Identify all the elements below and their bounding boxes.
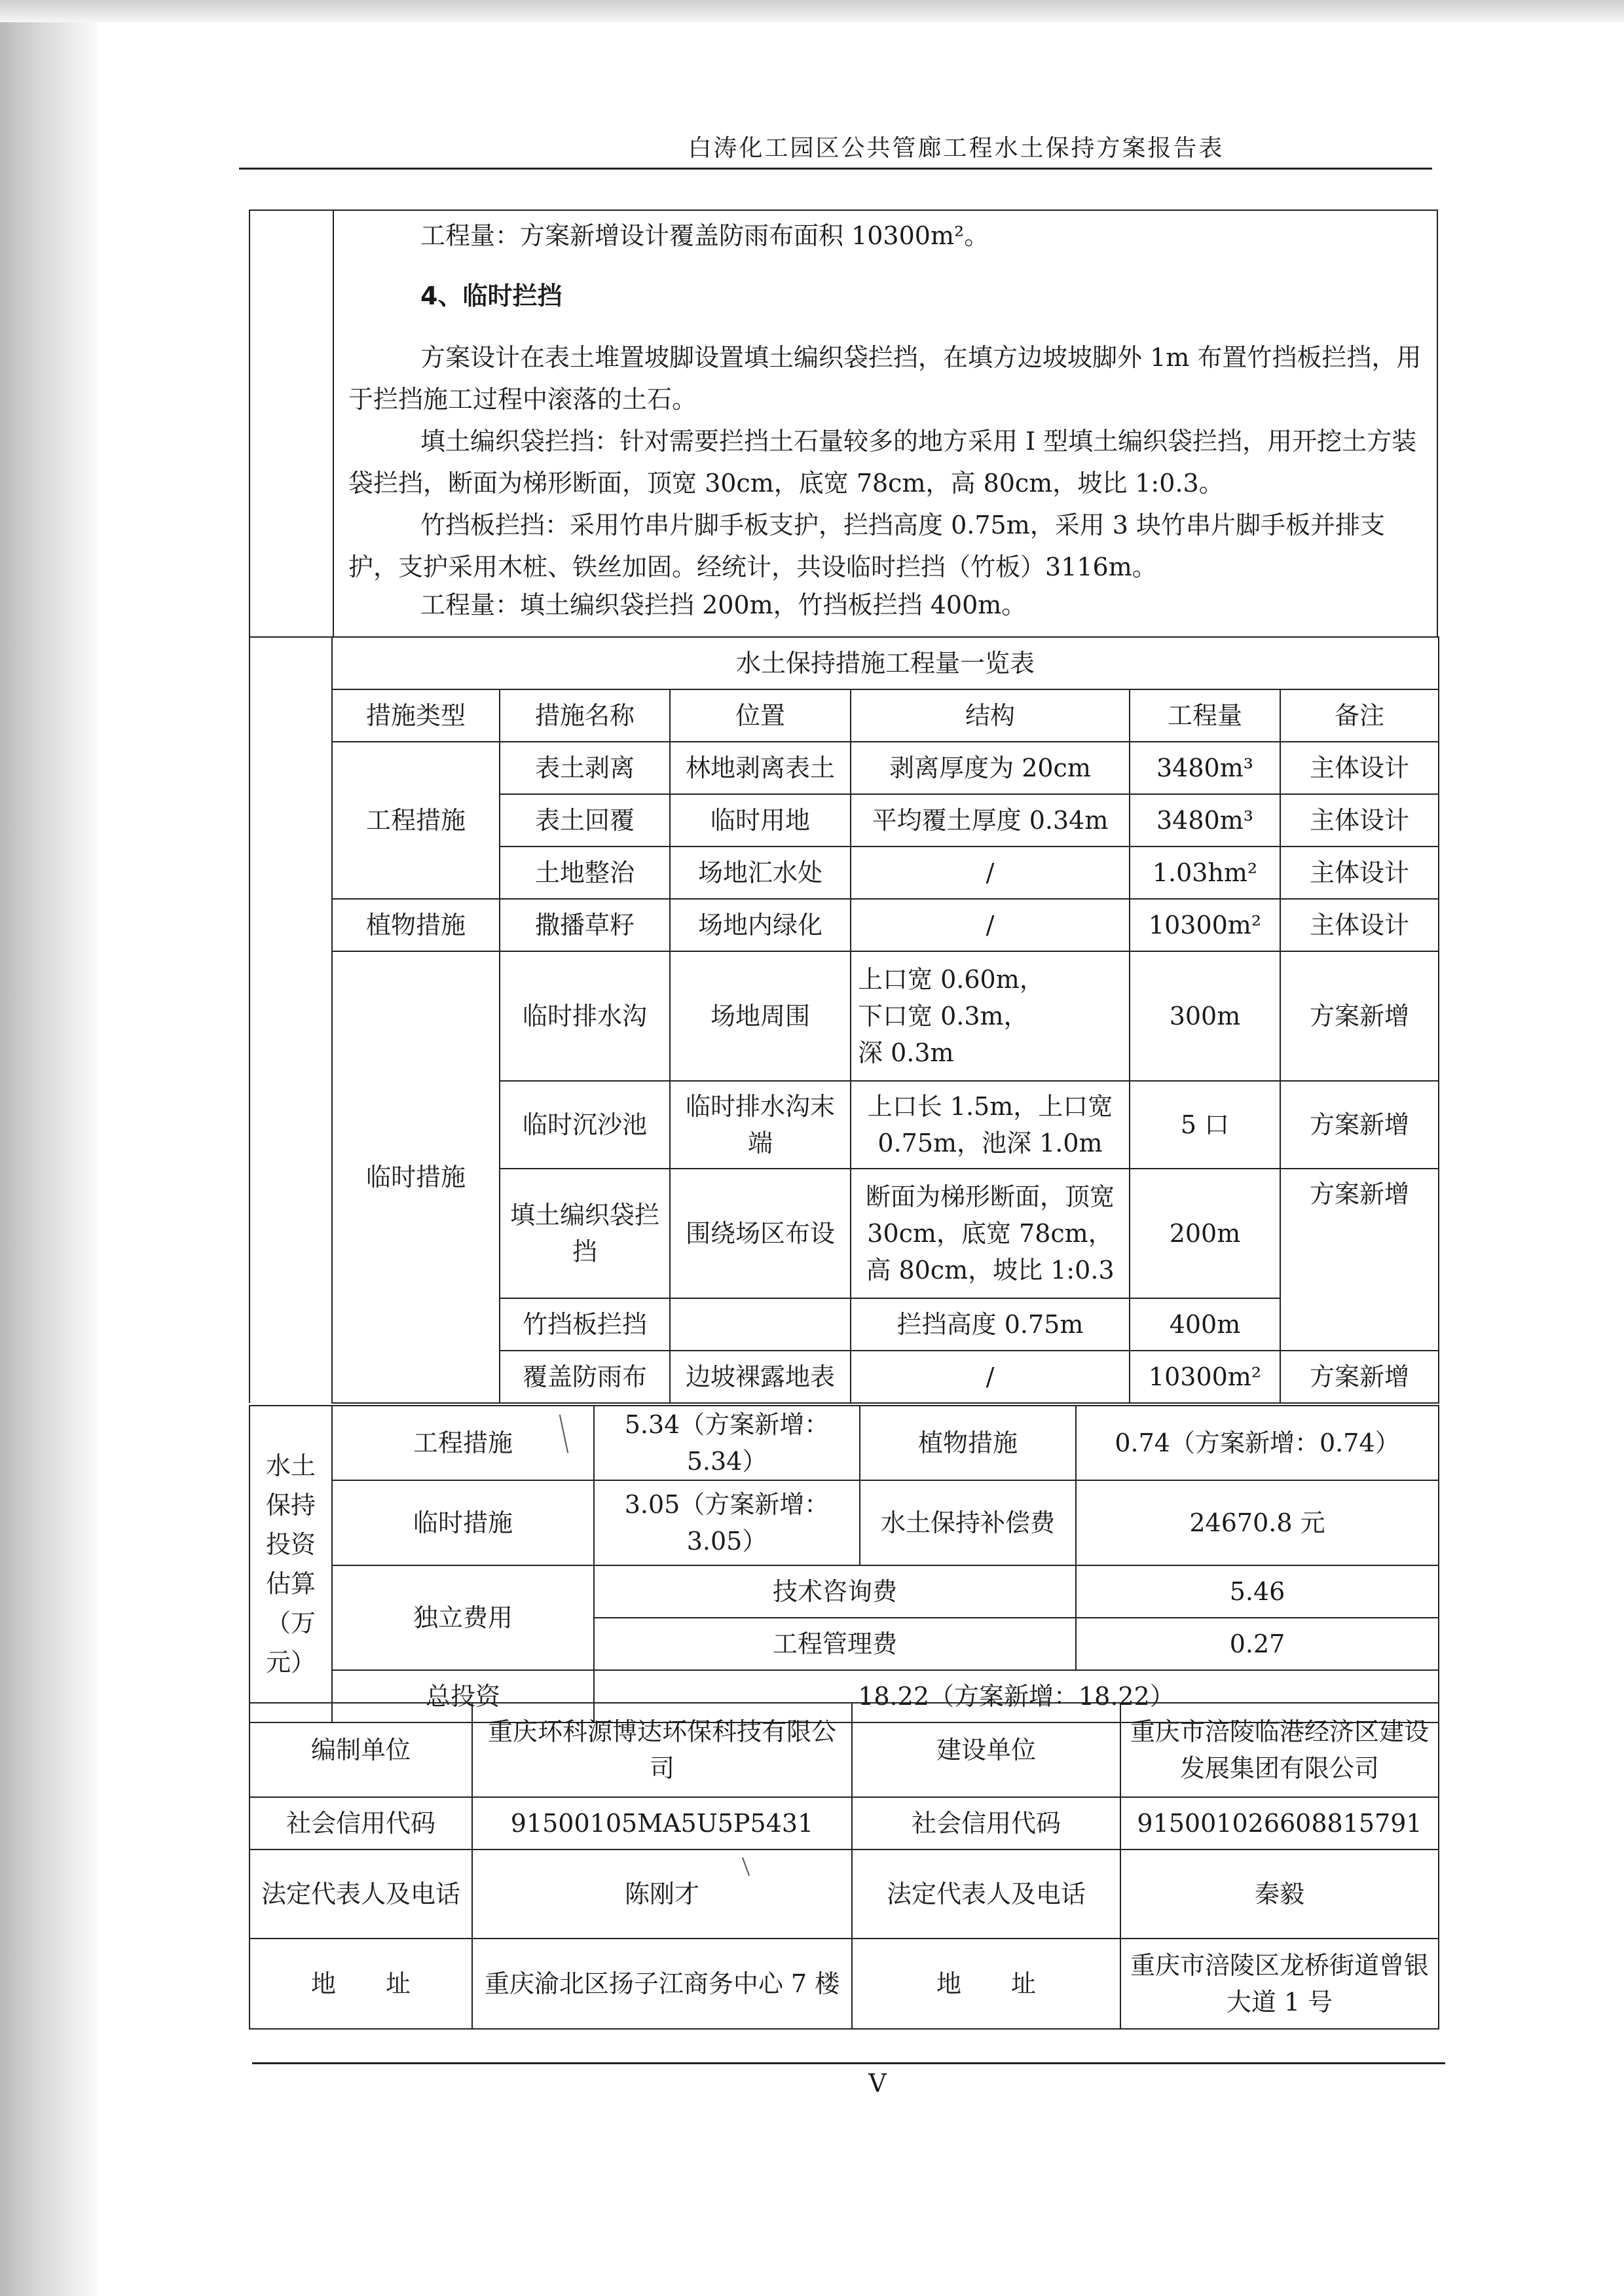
row-location: 场地汇水处: [670, 847, 851, 899]
row-location: 场地内绿化: [670, 899, 851, 951]
row-structure: /: [851, 847, 1130, 899]
page-number: V: [868, 2069, 887, 2098]
row-name: 土地整治: [500, 847, 670, 899]
paragraph-4: 工程量：填土编织袋拦挡 200m，竹挡板拦挡 400m。: [420, 591, 1027, 619]
row-quantity: 3480m³: [1130, 794, 1280, 847]
row-note: 主体设计: [1280, 847, 1439, 899]
row-structure: 上口长 1.5m，上口宽 0.75m，池深 1.0m: [851, 1081, 1130, 1169]
page-header-title: 白涛化工园区公共管廊工程水土保持方案报告表: [688, 135, 1225, 162]
row-structure: 断面为梯形断面，顶宽 30cm，底宽 78cm，高 80cm，坡比 1:0.3: [851, 1169, 1130, 1298]
table-row: [249, 899, 1439, 951]
rep-label-build: 法定代表人及电话: [852, 1850, 1120, 1939]
row-structure: 平均覆土厚度 0.34m: [851, 794, 1130, 847]
row-location: 场地周围: [670, 951, 851, 1081]
row-note: 方案新增: [1280, 1351, 1439, 1403]
section-heading: [348, 275, 1432, 317]
build-unit-label: 建设单位: [852, 1703, 1120, 1797]
invest-compensation-label: 水土保持补偿费: [860, 1480, 1076, 1565]
build-unit-value: 重庆市涪陵临港经济区建设发展集团有限公司: [1120, 1703, 1439, 1797]
paragraph-1: 方案设计在表土堆置坡脚设置填土编织袋拦挡，在填方边坡坡脚外 1m 布置竹挡板拦挡，用于拦挡施工过程中滚落的土石。: [348, 343, 1422, 414]
measures-title: 水土保持措施工程量一览表: [332, 637, 1439, 689]
row-location: 临时用地: [670, 794, 851, 847]
credit-value-prep: 91500105MA5U5P5431: [472, 1797, 852, 1850]
header-type: 措施类型: [332, 689, 500, 742]
row-structure: 上口宽 0.60m， 下口宽 0.3m， 深 0.3m: [851, 951, 1130, 1081]
invest-plant-label: 植物措施: [860, 1406, 1076, 1480]
row-note: 方案新增: [1280, 951, 1439, 1081]
row-location: 临时排水沟末端: [670, 1081, 851, 1169]
invest-engineering-label: 工程措施: [332, 1406, 594, 1480]
invest-consult-value: 5.46: [1076, 1565, 1439, 1618]
invest-management-value: 0.27: [1076, 1618, 1439, 1670]
row-quantity: 3480m³: [1130, 742, 1280, 794]
invest-compensation-value: 24670.8 元: [1076, 1480, 1439, 1565]
invest-total-label: 总投资: [332, 1670, 594, 1722]
row-note: 主体设计: [1280, 899, 1439, 951]
addr-value-prep: 重庆渝北区扬子江商务中心 7 楼: [472, 1939, 852, 2029]
scan-shadow: [0, 0, 98, 2296]
addr-label-build: 地 址: [852, 1939, 1120, 2029]
prep-unit-value: 重庆环科源博达环保科技有限公司: [472, 1703, 852, 1797]
row-note: 方案新增: [1280, 1169, 1439, 1351]
row-quantity: 5 口: [1130, 1081, 1280, 1169]
row-location: 围绕场区布设: [670, 1169, 851, 1298]
row-name: 表土剥离: [500, 742, 670, 794]
group-temporary: 临时措施: [332, 951, 500, 1403]
quantity-line: [348, 215, 1432, 257]
credit-label-prep: 社会信用代码: [249, 1797, 472, 1850]
row-quantity: 200m: [1130, 1169, 1280, 1298]
invest-total-value: 18.22（方案新增：18.22）: [594, 1670, 1439, 1722]
footer-rule: [252, 2062, 1445, 2064]
rep-value-prep: 陈刚才: [472, 1850, 852, 1939]
prep-unit-label: 编制单位: [249, 1703, 472, 1797]
table-row: [249, 951, 1439, 1081]
quantity-text: 工程量：方案新增设计覆盖防雨布面积 10300m²。: [420, 221, 989, 250]
invest-management-label: 工程管理费: [594, 1618, 1076, 1670]
rep-value-build: 秦毅: [1120, 1850, 1439, 1939]
scan-top-shadow: [0, 0, 1624, 22]
invest-engineering-value: 5.34（方案新增：5.34）: [594, 1406, 860, 1480]
header-note: 备注: [1280, 689, 1439, 742]
addr-label-prep: 地 址: [249, 1939, 472, 2029]
header-structure: 结构: [851, 689, 1130, 742]
credit-label-build: 社会信用代码: [852, 1797, 1120, 1850]
narrative-left-column: [250, 211, 334, 636]
row-location: [670, 1298, 851, 1351]
group-plant: 植物措施: [332, 899, 500, 951]
row-quantity: 10300m²: [1130, 899, 1280, 951]
measures-table: [249, 636, 1439, 1404]
row-name: 临时排水沟: [500, 951, 670, 1081]
row-note: 主体设计: [1280, 794, 1439, 847]
invest-consult-label: 技术咨询费: [594, 1565, 1076, 1618]
row-structure: 拦挡高度 0.75m: [851, 1298, 1130, 1351]
row-note: 主体设计: [1280, 742, 1439, 794]
unit-info-table: [249, 1702, 1439, 2030]
credit-value-build: 915001026608815791: [1120, 1797, 1439, 1850]
rep-label-prep: 法定代表人及电话: [249, 1850, 472, 1939]
invest-temporary-label: 临时措施: [332, 1480, 594, 1565]
investment-side-label: 水土保持投资估算（万元）: [249, 1406, 332, 1722]
row-quantity: 400m: [1130, 1298, 1280, 1351]
invest-temporary-value: 3.05（方案新增：3.05）: [594, 1480, 860, 1565]
table-row: [249, 742, 1439, 794]
header-name: 措施名称: [500, 689, 670, 742]
header-location: 位置: [670, 689, 851, 742]
row-name: 表土回覆: [500, 794, 670, 847]
paragraph-3: 竹挡板拦挡：采用竹串片脚手板支护，拦挡高度 0.75m，采用 3 块竹串片脚手板并排支护，支护采用木桩、铁丝加固。经统计，共设临时拦挡（竹板）3116m。: [348, 511, 1386, 581]
row-structure: /: [851, 1351, 1130, 1403]
row-name: 覆盖防雨布: [500, 1351, 670, 1403]
paragraph-2: 填土编织袋拦挡：针对需要拦挡土石量较多的地方采用 I 型填土编织袋拦挡，用开挖土方装袋拦挡，断面为梯形断面，顶宽 30cm，底宽 78cm，高 80cm，坡比 1:0.3。: [348, 427, 1417, 498]
row-quantity: 300m: [1130, 951, 1280, 1081]
narrative-box: [249, 210, 1438, 638]
header-rule: [239, 168, 1432, 170]
row-structure: /: [851, 899, 1130, 951]
measures-left-column: [249, 637, 332, 1403]
invest-independent-label: 独立费用: [332, 1565, 594, 1670]
row-location: 林地剥离表土: [670, 742, 851, 794]
group-engineering: 工程措施: [332, 742, 500, 899]
row-name: 撒播草籽: [500, 899, 670, 951]
row-note: 方案新增: [1280, 1081, 1439, 1169]
row-structure: 剥离厚度为 20cm: [851, 742, 1130, 794]
investment-table: [249, 1405, 1439, 1723]
row-name: 临时沉沙池: [500, 1081, 670, 1169]
invest-plant-value: 0.74（方案新增：0.74）: [1076, 1406, 1439, 1480]
paragraphs: [348, 337, 1432, 622]
heading-text: 4、临时拦挡: [420, 282, 563, 310]
header-quantity: 工程量: [1130, 689, 1280, 742]
addr-value-build: 重庆市涪陵区龙桥街道曾银大道 1 号: [1120, 1939, 1439, 2029]
row-quantity: 1.03hm²: [1130, 847, 1280, 899]
row-name: 竹挡板拦挡: [500, 1298, 670, 1351]
row-location: 边坡裸露地表: [670, 1351, 851, 1403]
row-name: 填土编织袋拦挡: [500, 1169, 670, 1298]
row-quantity: 10300m²: [1130, 1351, 1280, 1403]
